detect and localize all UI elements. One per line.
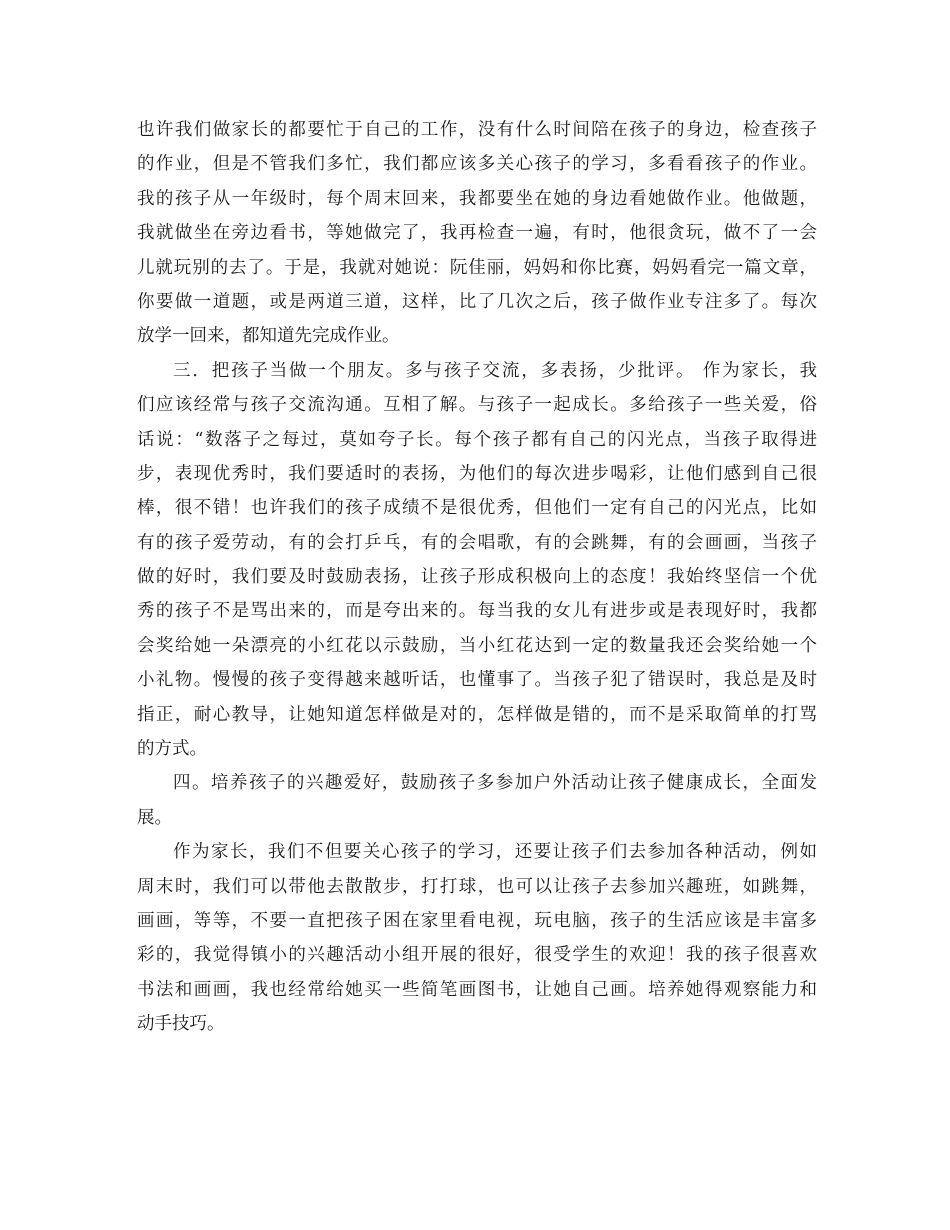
text-line: 我就做坐在旁边看书，等她做完了，我再检查一遍，有时，他很贪玩，做不了一会 <box>137 223 817 244</box>
text-line: 步，表现优秀时，我们要适时的表扬，为他们的每次进步喝彩，让他们感到自己很 <box>137 463 817 484</box>
text-line: 的作业，但是不管我们多忙，我们都应该多关心孩子的学习，多看看孩子的作业。 <box>137 154 817 175</box>
text-line: 做的好时，我们要及时鼓励表扬，让孩子形成积极向上的态度！我始终坚信一个优 <box>137 567 817 588</box>
text-line: 话说：“数落子之每过，莫如夸子长。每个孩子都有自己的闪光点，当孩子取得进 <box>137 429 817 450</box>
text-line: 小礼物。慢慢的孩子变得越来越听话，也懂事了。当孩子犯了错误时，我总是及时 <box>137 670 817 691</box>
text-line: 放学一回来，都知道先完成作业。 <box>137 326 400 347</box>
text-line: 书法和画画，我也经常给她买一些简笔画图书，让她自己画。培养她得观察能力和 <box>137 979 817 1000</box>
text-line: 我的孩子从一年级时，每个周末回来，我都要坐在她的身边看她做作业。他做题， <box>137 188 817 209</box>
text-line: 有的孩子爱劳动，有的会打乒乓，有的会唱歌，有的会跳舞，有的会画画，当孩子 <box>137 532 817 553</box>
text-line: 指正，耐心教导，让她知道怎样做是对的，怎样做是错的，而不是采取简单的打骂 <box>137 704 817 725</box>
text-line: 动手技巧。 <box>137 1014 225 1035</box>
text-line: 会奖给她一朵漂亮的小红花以示鼓励，当小红花达到一定的数量我还会奖给她一个 <box>137 635 817 656</box>
text-line: 画画，等等，不要一直把孩子困在家里看电视，玩电脑，孩子的生活应该是丰富多 <box>137 910 817 931</box>
section-heading-line: 三．把孩子当做一个朋友。多与孩子交流，多表扬，少批评。 作为家长，我 <box>173 360 817 381</box>
section-heading-line: 四。培养孩子的兴趣爱好，鼓励孩子多参加户外活动让孩子健康成长，全面发 <box>173 773 817 794</box>
text-line: 的方式。 <box>137 739 207 760</box>
paragraph-first-line: 作为家长，我们不但要关心孩子的学习，还要让孩子们去参加各种活动，例如 <box>173 842 817 863</box>
text-line: 儿就玩别的去了。于是，我就对她说：阮佳丽，妈妈和你比赛，妈妈看完一篇文章， <box>137 257 817 278</box>
text-line: 彩的，我觉得镇小的兴趣活动小组开展的很好，很受学生的欢迎！我的孩子很喜欢 <box>137 945 817 966</box>
text-line: 也许我们做家长的都要忙于自己的工作，没有什么时间陪在孩子的身边，检查孩子 <box>137 120 817 140</box>
text-line: 你要做一道题，或是两道三道，这样，比了几次之后，孩子做作业专注多了。每次 <box>137 291 817 312</box>
text-line: 周末时，我们可以带他去散散步，打打球，也可以让孩子去参加兴趣班，如跳舞， <box>137 876 817 897</box>
text-line: 棒，很不错！也许我们的孩子成绩不是很优秀，但他们一定有自己的闪光点，比如 <box>137 498 817 519</box>
text-line: 秀的孩子不是骂出来的，而是夸出来的。每当我的女儿有进步或是表现好时，我都 <box>137 601 817 622</box>
document-body <box>137 113 817 1042</box>
text-line: 展。 <box>137 807 172 828</box>
text-line: 们应该经常与孩子交流沟通。互相了解。与孩子一起成长。多给孩子一些关爱，俗 <box>137 395 817 416</box>
